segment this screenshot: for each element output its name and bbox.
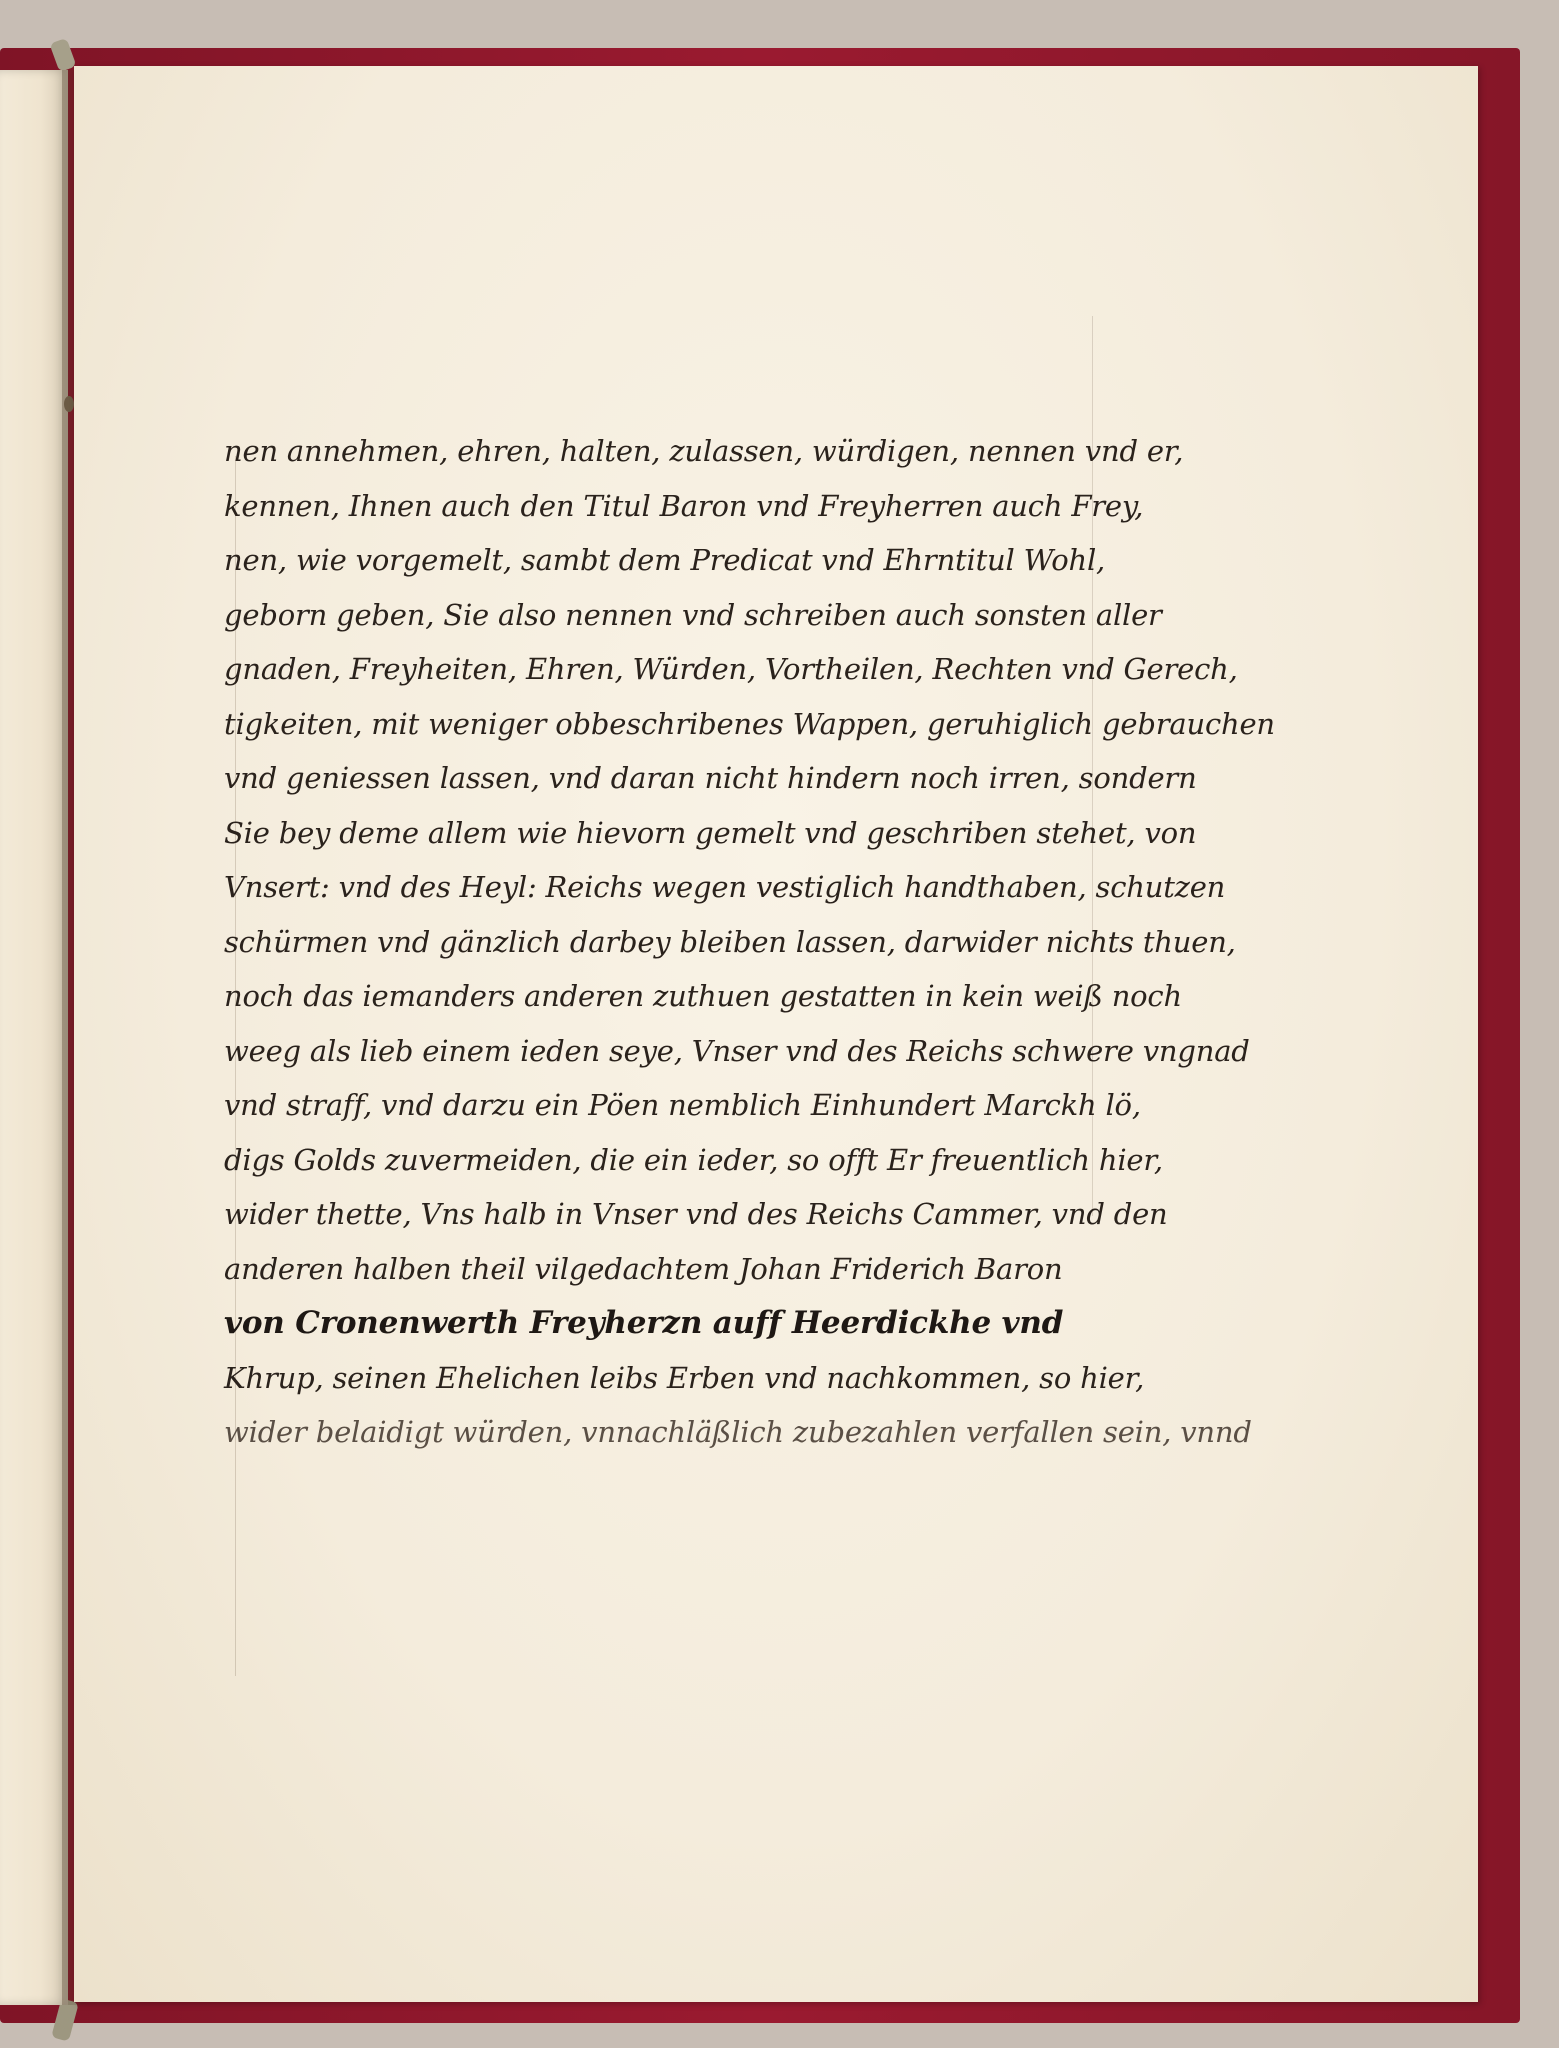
text-line: wider belaidigt würden, vnnachläßlich zubezahlen verfallen sein, vnnd: [224, 1415, 1252, 1449]
binding-hole: [64, 396, 74, 412]
text-line: nen annehmen, ehren, halten, zulassen, würdigen, nennen vnd er,: [224, 434, 1184, 468]
text-line: tigkeiten, mit weniger obbeschribenes Wappen, geruhiglich gebrauchen: [224, 706, 1275, 741]
text-line: vnd geniessen lassen, vnd daran nicht hindern noch irren, sondern: [224, 761, 1197, 795]
text-line: wider thette, Vns halb in Vnser vnd des Reichs Cammer, vnd den: [224, 1197, 1168, 1231]
text-line: kennen, Ihnen auch den Titul Baron vnd Freyherren auch Frey,: [224, 488, 1144, 523]
previous-page-edge: [0, 70, 68, 2005]
text-line: schürmen vnd gänzlich darbey bleiben lassen, darwider nichts thuen,: [224, 924, 1236, 959]
text-line-name: von Cronenwerth Freyherzn auff Heerdickhe vnd: [224, 1305, 1064, 1341]
text-line: digs Golds zuvermeiden, die ein ieder, so offt Er freuentlich hier,: [224, 1142, 1163, 1177]
text-line: vnd straff, vnd darzu ein Pöen nemblich Einhundert Marckh lö,: [224, 1088, 1141, 1122]
text-line: weeg als lieb einem ieden seye, Vnser vnd des Reichs schwere vngnad: [224, 1033, 1250, 1068]
text-line: Vnsert: vnd des Heyl: Reichs wegen vestiglich handthaben, schutzen: [224, 870, 1226, 904]
text-line: anderen halben theil vilgedachtem Johan Friderich Baron: [224, 1251, 1063, 1286]
text-line: gnaden, Freyheiten, Ehren, Würden, Vortheilen, Rechten vnd Gerech,: [224, 652, 1238, 686]
manuscript-page: [74, 66, 1478, 2002]
text-line: Khrup, seinen Ehelichen leibs Erben vnd nachkommen, so hier,: [224, 1360, 1145, 1395]
manuscript-text: [224, 424, 1275, 1460]
text-line: noch das iemanders anderen zuthuen gestatten in kein weiß noch: [224, 979, 1182, 1013]
text-line: Sie bey deme allem wie hievorn gemelt vnd geschriben stehet, von: [224, 815, 1197, 850]
text-line: nen, wie vorgemelt, sambt dem Predicat vnd Ehrntitul Wohl,: [224, 543, 1106, 577]
text-line: geborn geben, Sie also nennen vnd schreiben auch sonsten aller: [224, 597, 1162, 632]
